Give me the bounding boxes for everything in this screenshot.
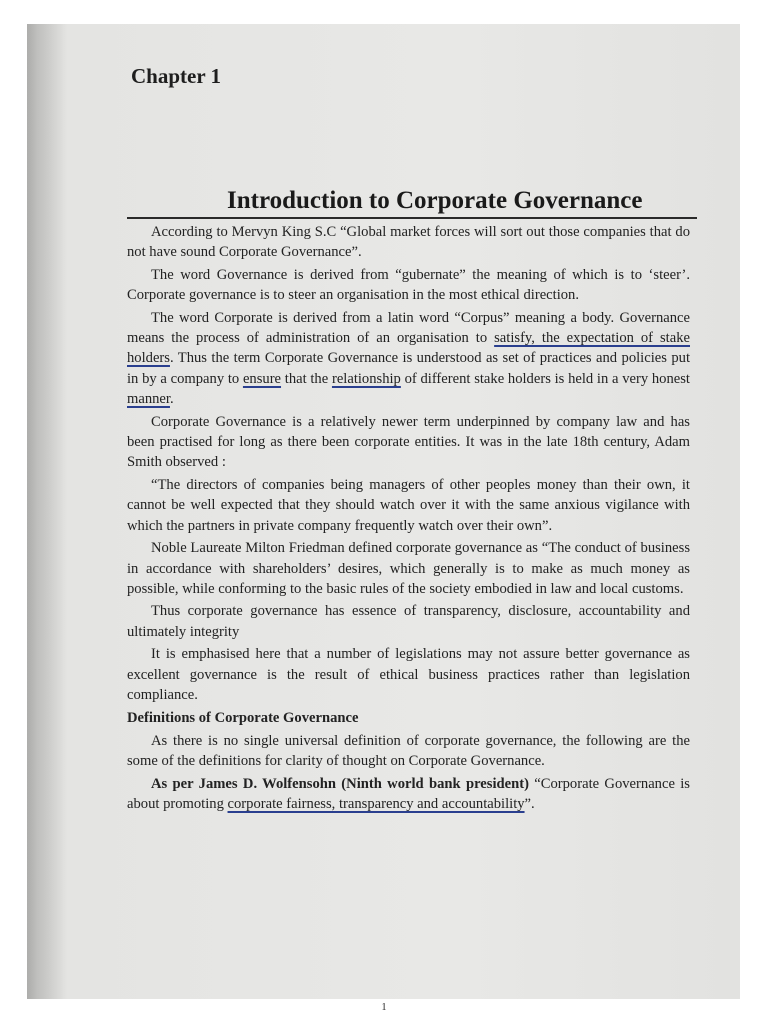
binding-shadow bbox=[27, 24, 67, 999]
paragraph-governance-meaning: The word Governance is derived from “gubernate” the meaning of which is to ‘steer’. Corporate governance is to steer an organisation in the most ethical direction. bbox=[127, 266, 690, 304]
chapter-label: Chapter 1 bbox=[131, 64, 222, 88]
paragraph-wolfensohn-definition bbox=[127, 774, 690, 815]
paragraph-definitions-intro: As there is no single universal definition of corporate governance, the following are the some of the definitions for clarity of thought on Corporate Governance. bbox=[127, 732, 690, 770]
paragraph-corporate-meaning bbox=[127, 308, 690, 410]
text-run: ”. bbox=[524, 795, 535, 812]
text-run: of different stake holders is held in a very honest bbox=[400, 370, 690, 387]
page-title: Introduction to Corporate Governance bbox=[227, 187, 643, 214]
text-run: . bbox=[169, 391, 174, 408]
section-heading-definitions: Definitions of Corporate Governance bbox=[127, 710, 359, 727]
underlined-text: relationship bbox=[331, 370, 401, 387]
underlined-text: manner bbox=[127, 391, 170, 408]
paragraph-history: Corporate Governance is a relatively newer term underpinned by company law and has been practised for long as there been corporate entities. It was in the late 18th century, Adam Smith observed : bbox=[127, 413, 690, 471]
page-photo bbox=[27, 24, 740, 999]
paragraph-emphasis: It is emphasised here that a number of legislations may not assure better governance as excellent governance is the result of ethical business practices rather than legislation compliance. bbox=[127, 646, 690, 703]
paragraph-essence: Thus corporate governance has essence of transparency, disclosure, accountability and ultimately integrity bbox=[127, 603, 690, 640]
text-run: The word Corporate is derived from a latin word “Corpus” meaning a body. Governance means the process of administration of an organisation to bbox=[127, 309, 690, 347]
text-run: that the bbox=[281, 370, 332, 387]
underlined-text: ensure bbox=[242, 370, 282, 387]
underlined-text: satisfy, the expectation of stake holders bbox=[127, 330, 690, 367]
paragraph-friedman-definition: Noble Laureate Milton Friedman defined corporate governance as “The conduct of business in accordance with shareholders’ desires, which generally is to make as much money as possible, while conforming to the basic rules of the society embodied in law and local customs. bbox=[127, 540, 690, 597]
paragraph-king-quote: According to Mervyn King S.C “Global market forces will sort out those companies that do not have sound Corporate Governance”. bbox=[127, 224, 690, 261]
text-run: . Thus the term Corporate Governance is understood as set of practices and policies put in by a company to bbox=[127, 350, 690, 387]
text-run: “Corporate Governance is about promoting bbox=[127, 775, 690, 812]
underlined-text: corporate fairness, transparency and accountability bbox=[227, 795, 525, 812]
body-text bbox=[127, 222, 690, 816]
paragraph-adam-smith-quote: “The directors of companies being managers of other peoples money than their own, it cannot be well expected that they should watch over it with the same anxious vigilance with which the partners in private company frequently watch over their own”. bbox=[127, 476, 690, 534]
title-rule bbox=[127, 217, 697, 219]
page-number: 1 bbox=[381, 1002, 387, 1013]
bold-text: As per James D. Wolfensohn (Ninth world bank president) bbox=[151, 775, 529, 792]
